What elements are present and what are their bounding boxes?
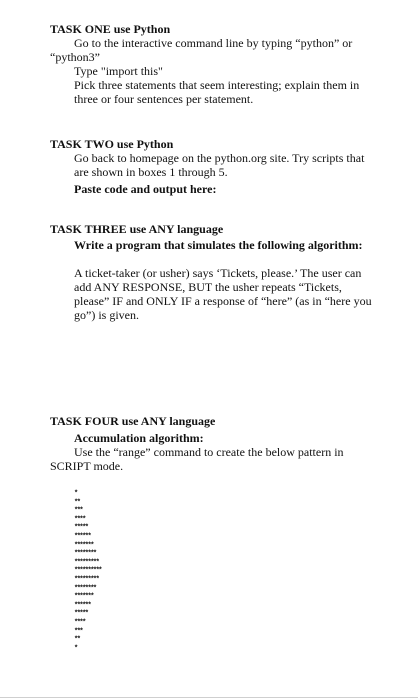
pattern-row: * [74, 644, 77, 653]
task-one-instruction-1-continued: “python3” [50, 50, 100, 64]
task-one-instruction-3: Pick three statements that seem interesting; explain them in three or four sentences per statement. [74, 78, 360, 106]
task-one-section [50, 22, 380, 106]
pattern-row: **** [74, 515, 85, 524]
task-one-instruction-2: Type "import this" [74, 64, 163, 78]
pattern-row: ******** [74, 584, 96, 593]
pattern-row: ********* [74, 575, 99, 584]
pattern-row: ********* [74, 558, 99, 567]
task-four-section [50, 414, 380, 473]
asterisk-pattern [74, 490, 101, 653]
pattern-row: ****** [74, 601, 91, 610]
pattern-row: *** [74, 627, 83, 636]
task-two-instruction-1: Go back to homepage on the python.org site. Try scripts that are shown in boxes 1 through 5. [74, 151, 365, 179]
task-three-heading: TASK THREE use ANY language [50, 222, 224, 236]
pattern-row: ***** [74, 610, 88, 619]
pattern-row: ******* [74, 593, 93, 602]
pattern-row: ***** [74, 524, 88, 533]
task-one-instruction-1: Go to the interactive command line by typing “python” or [74, 36, 353, 50]
pattern-row: ******** [74, 550, 96, 559]
task-four-instruction-continued: SCRIPT mode. [50, 459, 124, 473]
pattern-row: ********** [74, 567, 102, 576]
pattern-row: ** [74, 498, 80, 507]
pattern-row: ** [74, 636, 80, 645]
task-three-algorithm-text: A ticket-taker (or usher) says ‘Tickets, please.’ The user can add ANY RESPONSE, BUT the usher repeats “Tickets, please” IF and ONLY IF a response of “here” (as in “here you go”) is given. [74, 266, 372, 322]
pattern-row: * [74, 490, 77, 498]
task-three-section [50, 222, 380, 322]
task-two-paste-prompt: Paste code and output here: [74, 182, 217, 196]
task-one-heading: TASK ONE use Python [50, 22, 171, 36]
task-four-heading: TASK FOUR use ANY language [50, 414, 216, 428]
pattern-row: ******* [74, 541, 93, 550]
pattern-row: **** [74, 618, 85, 627]
task-four-subheading: Accumulation algorithm: [74, 431, 204, 445]
task-four-instruction: Use the “range” command to create the below pattern in [74, 445, 344, 459]
task-two-heading: TASK TWO use Python [50, 137, 174, 151]
page-bottom-border [0, 697, 418, 698]
pattern-row: *** [74, 507, 83, 516]
task-two-section [50, 137, 380, 196]
task-three-instruction: Write a program that simulates the following algorithm: [74, 238, 363, 252]
pattern-row: ****** [74, 532, 91, 541]
